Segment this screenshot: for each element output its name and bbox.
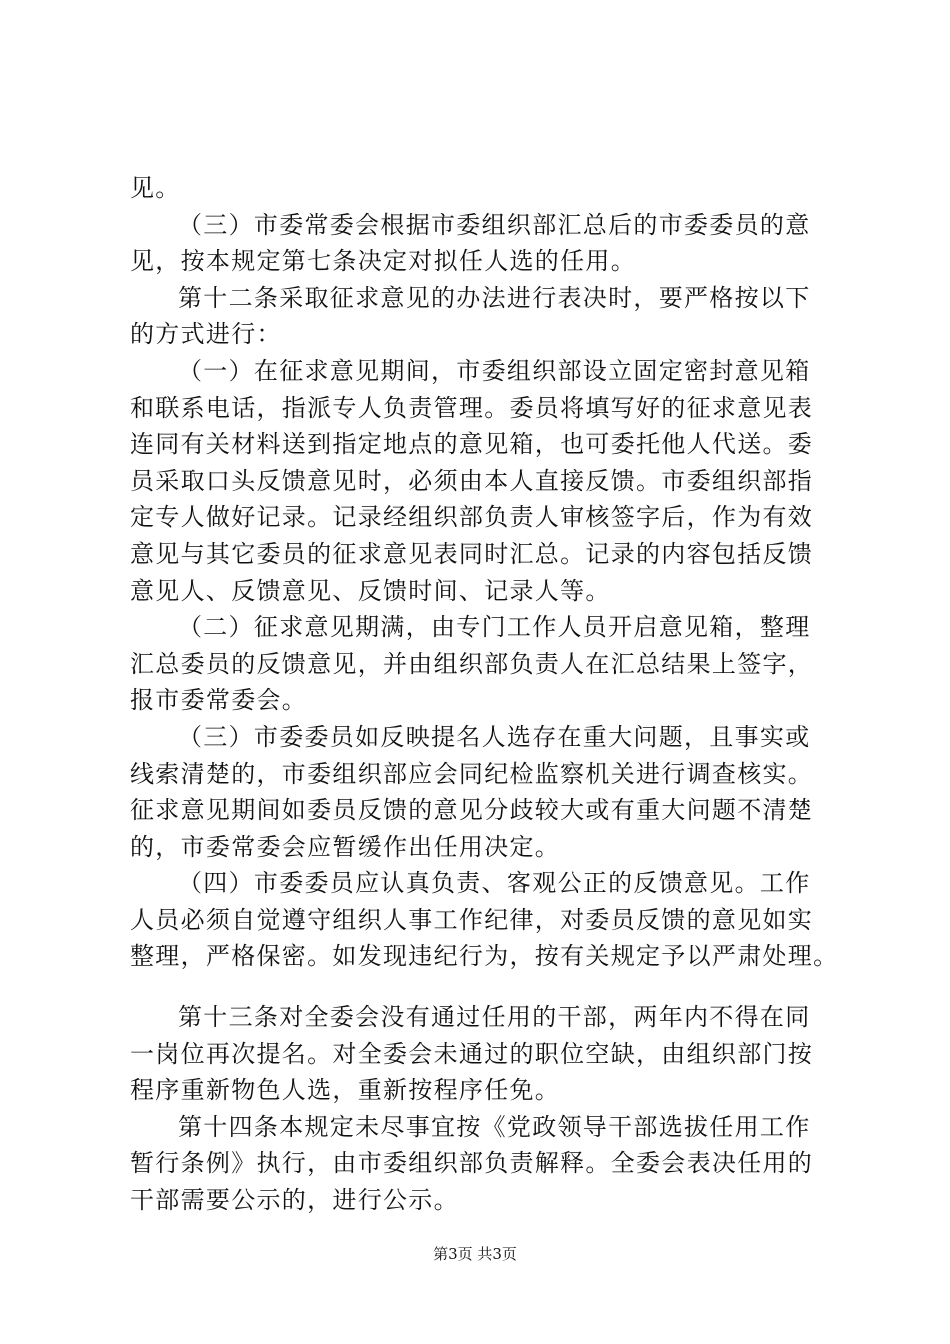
page-footer: 第3页 共3页	[433, 1245, 517, 1263]
text-line: 定专人做好记录。记录经组织部负责人审核签字后，作为有效	[130, 503, 814, 532]
text-line: 汇总委员的反馈意见，并由组织部负责人在汇总结果上签字，	[130, 649, 814, 678]
text-line: 人员必须自觉遵守组织人事工作纪律，对委员反馈的意见如实	[130, 905, 814, 934]
text-line: 一岗位再次提名。对全委会未通过的职位空缺，由组织部门按	[130, 1039, 814, 1068]
text-line: 报市委常委会。	[130, 686, 308, 715]
article-12-line: 第十二条采取征求意见的办法进行表决时，要严格按以下	[178, 283, 811, 312]
text-line: 的，市委常委会应暂缓作出任用决定。	[130, 832, 561, 861]
text-line: 员采取口头反馈意见时，必须由本人直接反馈。市委组织部指	[130, 466, 814, 495]
paragraph-start-line: （三）市委常委会根据市委组织部汇总后的市委委员的意	[178, 210, 811, 239]
text-line: 的方式进行：	[130, 320, 282, 349]
paragraph-start-line: （四）市委委员应认真负责、客观公正的反馈意见。工作	[178, 869, 811, 898]
article-13-line: 第十三条对全委会没有通过任用的干部，两年内不得在同	[178, 1003, 811, 1032]
text-line: 线索清楚的，市委组织部应会同纪检监察机关进行调查核实。	[130, 759, 814, 788]
text-line: 见，按本规定第七条决定对拟任人选的任用。	[130, 247, 636, 276]
text-line: 干部需要公示的，进行公示。	[130, 1186, 459, 1215]
text-line: 征求意见期间如委员反馈的意见分歧较大或有重大问题不清楚	[130, 796, 814, 825]
paragraph-start-line: （二）征求意见期满，由专门工作人员开启意见箱，整理	[178, 613, 811, 642]
text-line: 程序重新物色人选，重新按程序任免。	[130, 1076, 561, 1105]
text-line: 整理，严格保密。如发现违纪行为，按有关规定予以严肃处理。	[130, 942, 839, 971]
text-line: 连同有关材料送到指定地点的意见箱，也可委托他人代送。委	[130, 430, 814, 459]
paragraph-start-line: （一）在征求意见期间，市委组织部设立固定密封意见箱	[178, 356, 811, 385]
text-line: 意见人、反馈意见、反馈时间、记录人等。	[130, 576, 611, 605]
text-line: 见。	[130, 174, 181, 202]
text-line: 暂行条例》执行，由市委组织部负责解释。全委会表决任用的	[130, 1149, 814, 1178]
article-14-line: 第十四条本规定未尽事宜按《党政领导干部选拔任用工作	[178, 1112, 811, 1141]
text-line: 意见与其它委员的征求意见表同时汇总。记录的内容包括反馈	[130, 539, 814, 568]
text-line: 和联系电话，指派专人负责管理。委员将填写好的征求意见表	[130, 393, 814, 422]
paragraph-start-line: （三）市委委员如反映提名人选存在重大问题，且事实或	[178, 722, 811, 751]
paragraph-gap	[130, 975, 835, 999]
document-body	[130, 170, 839, 1219]
